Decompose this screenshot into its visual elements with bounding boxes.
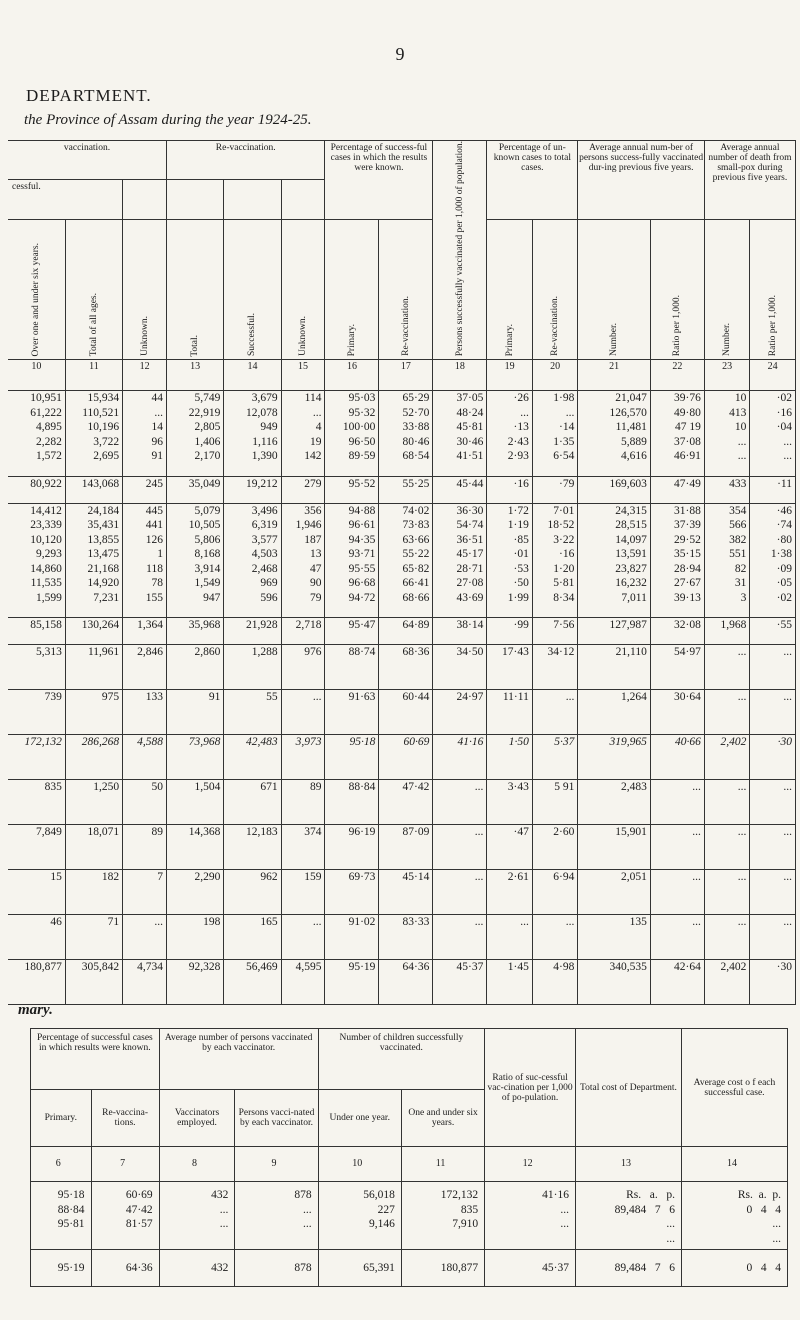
table-cell: 65,391 <box>318 1250 401 1287</box>
data-row <box>8 825 796 870</box>
table-cell: 133 <box>123 690 167 735</box>
column-number: 24 <box>750 360 796 391</box>
table-cell: 3·43 <box>487 780 533 825</box>
table-cell: 65·29 52·70 33·88 80·46 68·54 <box>379 391 433 477</box>
header-death-number: Number. <box>704 219 750 359</box>
table-cell: ... <box>650 915 704 960</box>
table-cell: ... <box>433 870 487 915</box>
table-cell: 18,071 <box>65 825 122 870</box>
table-cell: 31·88 37·39 29·52 35·15 28·94 27·67 39·13 <box>650 503 704 618</box>
table-cell: 7·56 <box>532 618 578 645</box>
table-cell: 4,734 <box>123 960 167 1005</box>
data-row <box>8 780 796 825</box>
table-cell: 73,968 <box>166 735 223 780</box>
table-cell: 1,968 <box>704 618 750 645</box>
group-header-average-vaccinated: Average annual num-ber of persons success-fully vaccinated dur-ing previous five years. <box>578 141 704 220</box>
table-cell: ·79 <box>532 476 578 503</box>
header-death-ratio: Ratio per 1,000. <box>750 219 796 359</box>
table-cell: 60·69 <box>379 735 433 780</box>
data-row <box>8 503 796 618</box>
column-number: 8 <box>159 1147 235 1182</box>
summary-heading: mary. <box>18 1002 53 1018</box>
table-cell: 10 413 10 ... ... <box>704 391 750 477</box>
column-number: 14 <box>224 360 281 391</box>
table-cell: 835 <box>8 780 65 825</box>
table-cell: 45·37 <box>433 960 487 1005</box>
table-cell: 4,595 <box>281 960 325 1005</box>
table-cell: 305,842 <box>65 960 122 1005</box>
table-cell: Rs. a. p. 0 4 4 ... ... <box>681 1182 787 1250</box>
table-cell: 878 <box>235 1250 318 1287</box>
table-cell: 1,264 <box>578 690 651 735</box>
table-cell: ... <box>750 780 796 825</box>
department-heading: DEPARTMENT. <box>26 86 152 105</box>
data-row <box>8 915 796 960</box>
table-cell: ... <box>532 915 578 960</box>
table-cell: ... <box>704 645 750 690</box>
summary-header-children: Number of children successfully vaccinated. <box>318 1029 485 1090</box>
column-number: 13 <box>575 1147 681 1182</box>
column-number: 18 <box>433 360 487 391</box>
table-cell: 671 <box>224 780 281 825</box>
table-cell: 2,290 <box>166 870 223 915</box>
table-cell: 878 ... ... <box>235 1182 318 1250</box>
column-number: 13 <box>166 360 223 391</box>
table-cell: 21,047 126,570 11,481 5,889 4,616 <box>578 391 651 477</box>
header-reva-successful: Successful. <box>224 219 281 359</box>
table-cell: Rs. a. p. 89,484 7 6 ... ... <box>575 1182 681 1250</box>
table-cell: ... <box>704 690 750 735</box>
data-row <box>8 870 796 915</box>
header-avg-ratio: Ratio per 1,000. <box>650 219 704 359</box>
table-cell: 1·98 ... ·14 1·35 6·54 <box>532 391 578 477</box>
summary-header-one-to-six: One and under six years. <box>401 1090 484 1147</box>
province-heading: the Province of Assam during the year 1924-25. <box>24 112 312 128</box>
table-cell: 172,132 835 7,910 <box>401 1182 484 1250</box>
header-spacer <box>166 180 223 219</box>
table-cell: ... <box>750 690 796 735</box>
table-cell: 95·18 88·84 95·81 <box>31 1182 92 1250</box>
table-cell: 114 ... 4 19 142 <box>281 391 325 477</box>
table-cell: 5 91 <box>532 780 578 825</box>
table-cell: 60·44 <box>379 690 433 735</box>
table-cell: 159 <box>281 870 325 915</box>
table-cell: 2,402 <box>704 960 750 1005</box>
header-unk-revaccination: Re-vaccination. <box>532 219 578 359</box>
group-header-vaccination: vaccination. <box>8 141 166 180</box>
table-cell: ... <box>487 915 533 960</box>
table-cell: 975 <box>65 690 122 735</box>
table-cell: 85,158 <box>8 618 65 645</box>
header-unk-primary: Primary. <box>487 219 533 359</box>
table-cell: ... <box>650 870 704 915</box>
table-cell: ·47 <box>487 825 533 870</box>
column-number: 23 <box>704 360 750 391</box>
table-cell: 42·64 <box>650 960 704 1005</box>
summary-table <box>30 1028 788 1287</box>
table-cell: 432 <box>159 1250 235 1287</box>
table-cell: 12,183 <box>224 825 281 870</box>
table-cell: ·30 <box>750 735 796 780</box>
table-cell: 5,079 10,505 5,806 8,168 3,914 1,549 947 <box>166 503 223 618</box>
data-row <box>8 735 796 780</box>
table-cell: ... <box>704 780 750 825</box>
table-cell: 319,965 <box>578 735 651 780</box>
table-cell: ·26 ... ·13 2·43 2·93 <box>487 391 533 477</box>
table-cell: 95·19 <box>325 960 379 1005</box>
table-cell: 279 <box>281 476 325 503</box>
summary-header-under-one: Under one year. <box>318 1090 401 1147</box>
table-cell: 19,212 <box>224 476 281 503</box>
table-cell: 56,018 227 9,146 <box>318 1182 401 1250</box>
table-cell: 54·97 <box>650 645 704 690</box>
table-cell: ... <box>433 825 487 870</box>
table-cell: 88·84 <box>325 780 379 825</box>
table-cell: 91·63 <box>325 690 379 735</box>
table-cell: ... <box>750 870 796 915</box>
table-cell: 2·61 <box>487 870 533 915</box>
header-reva-unknown: Unknown. <box>281 219 325 359</box>
table-cell: 45·37 <box>485 1250 576 1287</box>
table-cell: 96·19 <box>325 825 379 870</box>
table-cell: ... <box>650 780 704 825</box>
table-cell: 1,364 <box>123 618 167 645</box>
table-cell: ... <box>433 915 487 960</box>
column-number: 6 <box>31 1147 92 1182</box>
column-number: 11 <box>65 360 122 391</box>
group-header-percentage-unknown: Percentage of un-known cases to total cases. <box>487 141 578 220</box>
data-row <box>8 960 796 1005</box>
table-cell: 87·09 <box>379 825 433 870</box>
table-cell: 5,749 22,919 2,805 1,406 2,170 <box>166 391 223 477</box>
table-cell: ... <box>750 825 796 870</box>
group-header-successful: cessful. <box>8 180 123 219</box>
table-cell: 46 <box>8 915 65 960</box>
table-cell: 34·50 <box>433 645 487 690</box>
data-row <box>8 391 796 477</box>
table-cell: 182 <box>65 870 122 915</box>
table-cell: ... <box>650 825 704 870</box>
table-cell: 432 ... ... <box>159 1182 235 1250</box>
table-cell: 286,268 <box>65 735 122 780</box>
summary-header-persons-per-vaccinator: Persons vacci-nated by each vaccinator. <box>235 1090 318 1147</box>
table-cell: 24·97 <box>433 690 487 735</box>
table-cell: 2,051 <box>578 870 651 915</box>
table-cell: 962 <box>224 870 281 915</box>
table-cell: 41·16 <box>433 735 487 780</box>
table-cell: 44 ... 14 96 91 <box>123 391 167 477</box>
table-cell: ... <box>704 825 750 870</box>
header-total-all-ages: Total of all ages. <box>65 219 122 359</box>
header-persons-per-1000: Persons successfully vaccinated per 1,000 of population. <box>433 141 487 360</box>
column-number: 9 <box>235 1147 318 1182</box>
table-cell: 4,588 <box>123 735 167 780</box>
table-cell: 95·52 <box>325 476 379 503</box>
total-row <box>31 1250 788 1287</box>
table-cell: 11·11 <box>487 690 533 735</box>
table-cell: 165 <box>224 915 281 960</box>
table-cell: 15,901 <box>578 825 651 870</box>
table-cell: 1·50 <box>487 735 533 780</box>
total-row <box>8 476 796 503</box>
column-number: 20 <box>532 360 578 391</box>
column-number: 10 <box>318 1147 401 1182</box>
table-cell: 143,068 <box>65 476 122 503</box>
summary-header-revaccinations: Re-vaccina-tions. <box>91 1090 159 1147</box>
table-cell: 95·47 <box>325 618 379 645</box>
header-spacer <box>224 180 281 219</box>
summary-header-total-cost: Total cost of Department. <box>575 1029 681 1147</box>
table-cell: 69·73 <box>325 870 379 915</box>
table-cell: 180,877 <box>8 960 65 1005</box>
data-row <box>8 645 796 690</box>
table-cell: 14,412 23,339 10,120 9,293 14,860 11,535 1,599 <box>8 503 65 618</box>
table-cell: 2,846 <box>123 645 167 690</box>
table-cell: 0 4 4 <box>681 1250 787 1287</box>
table-cell: 24,315 28,515 14,097 13,591 23,827 16,232 7,011 <box>578 503 651 618</box>
table-cell: 35,049 <box>166 476 223 503</box>
table-cell: 976 <box>281 645 325 690</box>
table-cell: 6·94 <box>532 870 578 915</box>
table-cell: 42,483 <box>224 735 281 780</box>
table-cell: 89 <box>281 780 325 825</box>
table-cell: 95·18 <box>325 735 379 780</box>
data-row <box>31 1182 788 1250</box>
table-cell: 60·69 47·42 81·57 <box>91 1182 159 1250</box>
table-cell: 80,922 <box>8 476 65 503</box>
summary-header-vaccinators: Vaccinators employed. <box>159 1090 235 1147</box>
table-cell: 32·08 <box>650 618 704 645</box>
table-cell: 2,483 <box>578 780 651 825</box>
table-cell: 21,110 <box>578 645 651 690</box>
header-unknown: Unknown. <box>123 219 167 359</box>
summary-header-percentage: Percentage of successful cases in which results were known. <box>31 1029 160 1090</box>
column-number: 10 <box>8 360 65 391</box>
table-cell: 64·36 <box>91 1250 159 1287</box>
table-cell: 55·25 <box>379 476 433 503</box>
table-cell: ... <box>281 690 325 735</box>
table-cell: 95·19 <box>31 1250 92 1287</box>
table-cell: 130,264 <box>65 618 122 645</box>
table-cell: 374 <box>281 825 325 870</box>
table-cell: ·02 ·16 ·04 ... ... <box>750 391 796 477</box>
table-cell: 91 <box>166 690 223 735</box>
summary-header-average-persons: Average number of persons vaccinated by each vaccinator. <box>159 1029 318 1090</box>
table-cell: 7·01 18·52 3·22 ·16 1·20 5·81 8·34 <box>532 503 578 618</box>
table-cell: 41·16 ... ... <box>485 1182 576 1250</box>
table-cell: 1·72 1·19 ·85 ·01 ·53 ·50 1·99 <box>487 503 533 618</box>
table-cell: 2,860 <box>166 645 223 690</box>
column-number: 12 <box>123 360 167 391</box>
column-number: 11 <box>401 1147 484 1182</box>
table-cell: 45·44 <box>433 476 487 503</box>
table-cell: 2,402 <box>704 735 750 780</box>
column-number: 16 <box>325 360 379 391</box>
table-cell: 7,849 <box>8 825 65 870</box>
table-cell: 7 <box>123 870 167 915</box>
column-number: 15 <box>281 360 325 391</box>
table-cell: ... <box>532 690 578 735</box>
table-cell: ... <box>704 870 750 915</box>
table-cell: 172,132 <box>8 735 65 780</box>
summary-header-primary: Primary. <box>31 1090 92 1147</box>
table-cell: 47·49 <box>650 476 704 503</box>
table-cell: ... <box>433 780 487 825</box>
table-cell: 89,484 7 6 <box>575 1250 681 1287</box>
table-cell: ... <box>281 915 325 960</box>
table-cell: ·55 <box>750 618 796 645</box>
table-cell: 34·12 <box>532 645 578 690</box>
header-avg-number: Number. <box>578 219 651 359</box>
page-number: 9 <box>395 44 405 64</box>
table-cell: 5·37 <box>532 735 578 780</box>
table-cell: 356 1,946 187 13 47 90 79 <box>281 503 325 618</box>
table-cell: 38·14 <box>433 618 487 645</box>
column-number: 7 <box>91 1147 159 1182</box>
data-row <box>8 690 796 735</box>
column-number: 17 <box>379 360 433 391</box>
table-cell: 83·33 <box>379 915 433 960</box>
header-pct-revaccination: Re-vaccination. <box>379 219 433 359</box>
table-cell: 15,934 110,521 10,196 3,722 2,695 <box>65 391 122 477</box>
table-cell: 89 <box>123 825 167 870</box>
header-over-one-under-six: Over one and under six years. <box>8 219 65 359</box>
total-row <box>8 618 796 645</box>
column-number: 14 <box>681 1147 787 1182</box>
table-cell: 169,603 <box>578 476 651 503</box>
table-cell: 40·66 <box>650 735 704 780</box>
table-cell: 50 <box>123 780 167 825</box>
column-number: 22 <box>650 360 704 391</box>
table-cell: 88·74 <box>325 645 379 690</box>
table-cell: 45·14 <box>379 870 433 915</box>
table-cell: 433 <box>704 476 750 503</box>
table-cell: 4·98 <box>532 960 578 1005</box>
column-number: 19 <box>487 360 533 391</box>
table-cell: 39·76 49·80 47 19 37·08 46·91 <box>650 391 704 477</box>
table-cell: 354 566 382 551 82 31 3 <box>704 503 750 618</box>
table-cell: 55 <box>224 690 281 735</box>
column-number: 12 <box>485 1147 576 1182</box>
summary-header-average-cost: Average cost o f each successful case. <box>681 1029 787 1147</box>
table-cell: 37·05 48·24 45·81 30·46 41·51 <box>433 391 487 477</box>
table-cell: 71 <box>65 915 122 960</box>
table-cell: ... <box>123 915 167 960</box>
header-spacer <box>281 180 325 219</box>
table-cell: ·16 <box>487 476 533 503</box>
table-cell: 1,504 <box>166 780 223 825</box>
table-cell: 14,368 <box>166 825 223 870</box>
table-cell: 64·36 <box>379 960 433 1005</box>
table-cell: 95·03 95·32 100·00 96·50 89·59 <box>325 391 379 477</box>
table-cell: ... <box>704 915 750 960</box>
table-cell: 135 <box>578 915 651 960</box>
group-header-percentage-success: Percentage of success-ful cases in which the results were known. <box>325 141 433 220</box>
table-cell: 2,718 <box>281 618 325 645</box>
header-reva-total: Total. <box>166 219 223 359</box>
table-cell: 3,679 12,078 949 1,116 1,390 <box>224 391 281 477</box>
table-cell: ... <box>750 915 796 960</box>
group-header-average-deaths: Average annual number of death from small-pox during previous five years. <box>704 141 795 220</box>
table-cell: 17·43 <box>487 645 533 690</box>
table-cell: ·30 <box>750 960 796 1005</box>
table-cell: 245 <box>123 476 167 503</box>
table-cell: 5,313 <box>8 645 65 690</box>
table-cell: 21,928 <box>224 618 281 645</box>
table-cell: 91·02 <box>325 915 379 960</box>
table-cell: 64·89 <box>379 618 433 645</box>
table-cell: 56,469 <box>224 960 281 1005</box>
table-cell: 68·36 <box>379 645 433 690</box>
table-cell: 30·64 <box>650 690 704 735</box>
table-cell: 47·42 <box>379 780 433 825</box>
table-cell: 94·88 96·61 94·35 93·71 95·55 96·68 94·72 <box>325 503 379 618</box>
table-cell: 2·60 <box>532 825 578 870</box>
table-cell: ·11 <box>750 476 796 503</box>
table-cell: 3,496 6,319 3,577 4,503 2,468 969 596 <box>224 503 281 618</box>
vaccination-table <box>8 140 796 1005</box>
table-cell: 1,250 <box>65 780 122 825</box>
table-cell: 1·45 <box>487 960 533 1005</box>
column-number: 21 <box>578 360 651 391</box>
table-cell: ·46 ·74 ·80 1·38 ·09 ·05 ·02 <box>750 503 796 618</box>
table-cell: 74·02 73·83 63·66 55·22 65·82 66·41 68·66 <box>379 503 433 618</box>
table-cell: ·99 <box>487 618 533 645</box>
header-spacer <box>123 180 167 219</box>
table-cell: ... <box>750 645 796 690</box>
table-cell: 340,535 <box>578 960 651 1005</box>
table-cell: 15 <box>8 870 65 915</box>
header-pct-primary: Primary. <box>325 219 379 359</box>
table-cell: 198 <box>166 915 223 960</box>
summary-header-ratio: Ratio of suc-cessful vac-cination per 1,000 of po-pulation. <box>485 1029 576 1147</box>
table-cell: 180,877 <box>401 1250 484 1287</box>
table-cell: 24,184 35,431 13,855 13,475 21,168 14,920 7,231 <box>65 503 122 618</box>
table-cell: 445 441 126 1 118 78 155 <box>123 503 167 618</box>
table-cell: 739 <box>8 690 65 735</box>
table-cell: 92,328 <box>166 960 223 1005</box>
table-cell: 10,951 61,222 4,895 2,282 1,572 <box>8 391 65 477</box>
table-cell: 1,288 <box>224 645 281 690</box>
group-header-revaccination: Re-vaccination. <box>166 141 324 180</box>
table-cell: 11,961 <box>65 645 122 690</box>
table-cell: 36·30 54·74 36·51 45·17 28·71 27·08 43·69 <box>433 503 487 618</box>
table-cell: 127,987 <box>578 618 651 645</box>
table-cell: 3,973 <box>281 735 325 780</box>
table-cell: 35,968 <box>166 618 223 645</box>
